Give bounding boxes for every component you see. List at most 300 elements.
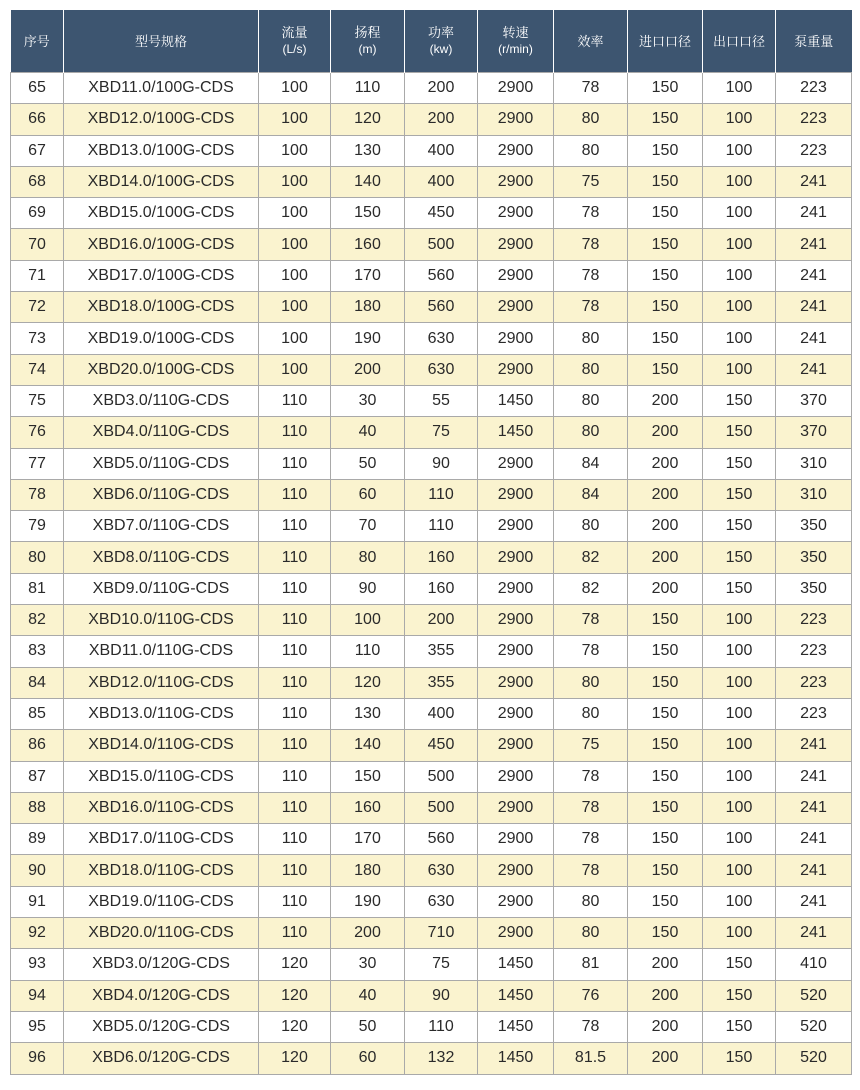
cell-efficiency: 80 (554, 385, 628, 416)
cell-speed: 2900 (478, 104, 554, 135)
cell-power: 560 (405, 260, 478, 291)
table-row (11, 980, 852, 1011)
cell-speed: 2900 (478, 166, 554, 197)
cell-inlet-diameter: 150 (628, 354, 703, 385)
cell-outlet-diameter: 100 (703, 855, 776, 886)
cell-power: 500 (405, 761, 478, 792)
cell-inlet-diameter: 150 (628, 605, 703, 636)
cell-pump-weight: 350 (776, 511, 852, 542)
cell-flow: 110 (259, 918, 331, 949)
cell-power: 75 (405, 417, 478, 448)
header-label: 功率 (427, 25, 454, 40)
cell-pump-weight: 520 (776, 1011, 852, 1042)
header-label: 序号 (23, 33, 50, 49)
cell-power: 450 (405, 198, 478, 229)
cell-flow: 100 (259, 73, 331, 104)
cell-power: 400 (405, 698, 478, 729)
cell-head: 150 (331, 198, 405, 229)
cell-flow: 120 (259, 1043, 331, 1074)
cell-efficiency: 78 (554, 605, 628, 636)
cell-head: 130 (331, 698, 405, 729)
cell-speed: 2900 (478, 542, 554, 573)
header-unit: (m) (358, 42, 377, 56)
cell-pump-weight: 223 (776, 667, 852, 698)
cell-power: 630 (405, 886, 478, 917)
cell-outlet-diameter: 150 (703, 417, 776, 448)
cell-head: 100 (331, 605, 405, 636)
cell-outlet-diameter: 150 (703, 511, 776, 542)
cell-pump-weight: 241 (776, 229, 852, 260)
cell-serial-no: 86 (11, 730, 64, 761)
cell-inlet-diameter: 150 (628, 323, 703, 354)
cell-serial-no: 77 (11, 448, 64, 479)
cell-serial-no: 72 (11, 292, 64, 323)
cell-speed: 2900 (478, 730, 554, 761)
cell-speed: 2900 (478, 573, 554, 604)
cell-inlet-diameter: 200 (628, 417, 703, 448)
header-label: 扬程 (354, 25, 381, 40)
table-row (11, 761, 852, 792)
cell-head: 50 (331, 1011, 405, 1042)
cell-power: 55 (405, 385, 478, 416)
cell-flow: 100 (259, 198, 331, 229)
cell-serial-no: 88 (11, 792, 64, 823)
cell-flow: 120 (259, 949, 331, 980)
cell-power: 355 (405, 636, 478, 667)
cell-power: 400 (405, 135, 478, 166)
cell-serial-no: 65 (11, 73, 64, 104)
cell-flow: 110 (259, 698, 331, 729)
cell-model: XBD12.0/100G-CDS (64, 104, 259, 135)
cell-efficiency: 75 (554, 730, 628, 761)
header-row (11, 10, 852, 73)
cell-outlet-diameter: 100 (703, 886, 776, 917)
cell-head: 140 (331, 730, 405, 761)
cell-pump-weight: 350 (776, 573, 852, 604)
cell-pump-weight: 241 (776, 824, 852, 855)
cell-speed: 2900 (478, 198, 554, 229)
cell-power: 90 (405, 448, 478, 479)
cell-pump-weight: 520 (776, 1043, 852, 1074)
cell-pump-weight: 370 (776, 385, 852, 416)
cell-efficiency: 78 (554, 636, 628, 667)
header-label: 型号规格 (134, 33, 187, 49)
cell-efficiency: 78 (554, 229, 628, 260)
header-label: 泵重量 (794, 33, 834, 49)
table-row (11, 542, 852, 573)
cell-model: XBD11.0/110G-CDS (64, 636, 259, 667)
cell-power: 500 (405, 229, 478, 260)
cell-power: 355 (405, 667, 478, 698)
cell-pump-weight: 241 (776, 292, 852, 323)
cell-outlet-diameter: 150 (703, 448, 776, 479)
cell-head: 180 (331, 855, 405, 886)
table-row (11, 886, 852, 917)
cell-model: XBD3.0/110G-CDS (64, 385, 259, 416)
cell-serial-no: 93 (11, 949, 64, 980)
cell-serial-no: 87 (11, 761, 64, 792)
cell-inlet-diameter: 150 (628, 229, 703, 260)
cell-serial-no: 90 (11, 855, 64, 886)
cell-pump-weight: 241 (776, 730, 852, 761)
cell-efficiency: 78 (554, 292, 628, 323)
cell-serial-no: 95 (11, 1011, 64, 1042)
cell-outlet-diameter: 150 (703, 573, 776, 604)
cell-power: 75 (405, 949, 478, 980)
cell-head: 70 (331, 511, 405, 542)
cell-serial-no: 67 (11, 135, 64, 166)
cell-outlet-diameter: 100 (703, 135, 776, 166)
cell-flow: 110 (259, 417, 331, 448)
cell-pump-weight: 370 (776, 417, 852, 448)
cell-serial-no: 82 (11, 605, 64, 636)
cell-serial-no: 69 (11, 198, 64, 229)
cell-speed: 2900 (478, 605, 554, 636)
cell-power: 200 (405, 73, 478, 104)
cell-outlet-diameter: 100 (703, 698, 776, 729)
cell-inlet-diameter: 150 (628, 104, 703, 135)
cell-efficiency: 82 (554, 542, 628, 573)
cell-power: 500 (405, 792, 478, 823)
cell-serial-no: 81 (11, 573, 64, 604)
cell-serial-no: 80 (11, 542, 64, 573)
cell-model: XBD14.0/110G-CDS (64, 730, 259, 761)
cell-efficiency: 80 (554, 135, 628, 166)
cell-flow: 100 (259, 292, 331, 323)
cell-serial-no: 75 (11, 385, 64, 416)
table-row (11, 698, 852, 729)
cell-pump-weight: 223 (776, 605, 852, 636)
cell-outlet-diameter: 100 (703, 166, 776, 197)
cell-head: 130 (331, 135, 405, 166)
cell-inlet-diameter: 150 (628, 292, 703, 323)
cell-inlet-diameter: 200 (628, 448, 703, 479)
cell-outlet-diameter: 150 (703, 542, 776, 573)
cell-speed: 2900 (478, 824, 554, 855)
table-row (11, 292, 852, 323)
cell-pump-weight: 223 (776, 135, 852, 166)
cell-outlet-diameter: 100 (703, 198, 776, 229)
cell-outlet-diameter: 150 (703, 479, 776, 510)
cell-head: 160 (331, 229, 405, 260)
cell-head: 60 (331, 479, 405, 510)
cell-power: 630 (405, 354, 478, 385)
cell-inlet-diameter: 200 (628, 479, 703, 510)
header-serial-no (11, 10, 64, 73)
cell-model: XBD14.0/100G-CDS (64, 166, 259, 197)
cell-power: 400 (405, 166, 478, 197)
cell-head: 190 (331, 886, 405, 917)
cell-outlet-diameter: 100 (703, 667, 776, 698)
header-unit: (kw) (429, 42, 453, 56)
cell-inlet-diameter: 200 (628, 949, 703, 980)
cell-pump-weight: 223 (776, 636, 852, 667)
cell-pump-weight: 310 (776, 479, 852, 510)
header-model (64, 10, 259, 73)
cell-flow: 110 (259, 667, 331, 698)
cell-flow: 120 (259, 1011, 331, 1042)
cell-head: 30 (331, 949, 405, 980)
cell-speed: 2900 (478, 354, 554, 385)
cell-speed: 2900 (478, 479, 554, 510)
cell-model: XBD12.0/110G-CDS (64, 667, 259, 698)
cell-model: XBD5.0/120G-CDS (64, 1011, 259, 1042)
cell-flow: 110 (259, 542, 331, 573)
cell-pump-weight: 241 (776, 918, 852, 949)
cell-efficiency: 75 (554, 166, 628, 197)
table-row (11, 792, 852, 823)
cell-efficiency: 80 (554, 698, 628, 729)
cell-inlet-diameter: 150 (628, 792, 703, 823)
cell-outlet-diameter: 100 (703, 229, 776, 260)
table-row (11, 605, 852, 636)
cell-inlet-diameter: 150 (628, 824, 703, 855)
cell-power: 110 (405, 1011, 478, 1042)
cell-head: 50 (331, 448, 405, 479)
cell-flow: 110 (259, 730, 331, 761)
cell-head: 80 (331, 542, 405, 573)
cell-model: XBD13.0/100G-CDS (64, 135, 259, 166)
cell-power: 710 (405, 918, 478, 949)
table-row (11, 448, 852, 479)
cell-serial-no: 71 (11, 260, 64, 291)
cell-head: 40 (331, 980, 405, 1011)
pump-spec-table-container (10, 10, 851, 1075)
cell-model: XBD18.0/110G-CDS (64, 855, 259, 886)
cell-head: 90 (331, 573, 405, 604)
cell-inlet-diameter: 150 (628, 667, 703, 698)
table-row (11, 1043, 852, 1074)
table-row (11, 166, 852, 197)
header-label: 出口口径 (712, 33, 765, 49)
table-header (11, 10, 852, 73)
cell-outlet-diameter: 100 (703, 792, 776, 823)
cell-efficiency: 80 (554, 918, 628, 949)
cell-inlet-diameter: 200 (628, 511, 703, 542)
header-inlet-diameter (628, 10, 703, 73)
cell-flow: 110 (259, 855, 331, 886)
cell-efficiency: 84 (554, 479, 628, 510)
cell-outlet-diameter: 100 (703, 73, 776, 104)
cell-speed: 2900 (478, 511, 554, 542)
cell-model: XBD3.0/120G-CDS (64, 949, 259, 980)
cell-pump-weight: 223 (776, 698, 852, 729)
cell-serial-no: 94 (11, 980, 64, 1011)
cell-speed: 2900 (478, 260, 554, 291)
cell-efficiency: 80 (554, 511, 628, 542)
cell-outlet-diameter: 100 (703, 824, 776, 855)
cell-power: 560 (405, 292, 478, 323)
cell-pump-weight: 241 (776, 792, 852, 823)
cell-serial-no: 66 (11, 104, 64, 135)
cell-head: 200 (331, 918, 405, 949)
cell-inlet-diameter: 150 (628, 636, 703, 667)
cell-power: 90 (405, 980, 478, 1011)
header-label: 转速 (502, 25, 529, 40)
cell-serial-no: 79 (11, 511, 64, 542)
table-row (11, 949, 852, 980)
cell-serial-no: 84 (11, 667, 64, 698)
cell-efficiency: 78 (554, 73, 628, 104)
cell-flow: 110 (259, 385, 331, 416)
table-row (11, 855, 852, 886)
table-row (11, 323, 852, 354)
table-row (11, 135, 852, 166)
table-body (11, 73, 852, 1075)
cell-efficiency: 81 (554, 949, 628, 980)
cell-flow: 100 (259, 323, 331, 354)
pump-spec-table (10, 10, 852, 1075)
cell-model: XBD4.0/120G-CDS (64, 980, 259, 1011)
cell-power: 560 (405, 824, 478, 855)
cell-inlet-diameter: 200 (628, 1043, 703, 1074)
cell-inlet-diameter: 200 (628, 980, 703, 1011)
cell-efficiency: 76 (554, 980, 628, 1011)
cell-power: 200 (405, 605, 478, 636)
cell-serial-no: 76 (11, 417, 64, 448)
cell-head: 180 (331, 292, 405, 323)
header-efficiency (554, 10, 628, 73)
cell-speed: 1450 (478, 385, 554, 416)
cell-serial-no: 89 (11, 824, 64, 855)
cell-serial-no: 73 (11, 323, 64, 354)
cell-inlet-diameter: 200 (628, 1011, 703, 1042)
cell-head: 30 (331, 385, 405, 416)
cell-serial-no: 92 (11, 918, 64, 949)
cell-outlet-diameter: 100 (703, 260, 776, 291)
cell-power: 160 (405, 573, 478, 604)
cell-pump-weight: 310 (776, 448, 852, 479)
cell-efficiency: 78 (554, 1011, 628, 1042)
table-row (11, 385, 852, 416)
cell-outlet-diameter: 100 (703, 730, 776, 761)
cell-head: 200 (331, 354, 405, 385)
cell-inlet-diameter: 150 (628, 135, 703, 166)
cell-pump-weight: 350 (776, 542, 852, 573)
header-outlet-diameter (703, 10, 776, 73)
cell-model: XBD16.0/100G-CDS (64, 229, 259, 260)
cell-serial-no: 70 (11, 229, 64, 260)
cell-speed: 2900 (478, 918, 554, 949)
cell-head: 170 (331, 260, 405, 291)
cell-model: XBD15.0/110G-CDS (64, 761, 259, 792)
cell-power: 630 (405, 855, 478, 886)
cell-speed: 2900 (478, 636, 554, 667)
table-row (11, 918, 852, 949)
cell-inlet-diameter: 150 (628, 855, 703, 886)
cell-efficiency: 80 (554, 886, 628, 917)
cell-head: 120 (331, 104, 405, 135)
cell-head: 170 (331, 824, 405, 855)
cell-outlet-diameter: 100 (703, 323, 776, 354)
cell-head: 160 (331, 792, 405, 823)
cell-efficiency: 78 (554, 761, 628, 792)
cell-outlet-diameter: 150 (703, 1011, 776, 1042)
table-row (11, 417, 852, 448)
table-row (11, 229, 852, 260)
table-row (11, 73, 852, 104)
cell-model: XBD15.0/100G-CDS (64, 198, 259, 229)
cell-head: 190 (331, 323, 405, 354)
cell-efficiency: 84 (554, 448, 628, 479)
cell-outlet-diameter: 100 (703, 605, 776, 636)
cell-power: 110 (405, 511, 478, 542)
cell-power: 132 (405, 1043, 478, 1074)
header-flow (259, 10, 331, 73)
cell-head: 140 (331, 166, 405, 197)
cell-model: XBD9.0/110G-CDS (64, 573, 259, 604)
cell-head: 60 (331, 1043, 405, 1074)
header-pump-weight (776, 10, 852, 73)
cell-power: 110 (405, 479, 478, 510)
cell-model: XBD17.0/100G-CDS (64, 260, 259, 291)
cell-model: XBD6.0/110G-CDS (64, 479, 259, 510)
cell-speed: 2900 (478, 448, 554, 479)
cell-speed: 2900 (478, 667, 554, 698)
cell-speed: 2900 (478, 229, 554, 260)
cell-efficiency: 80 (554, 667, 628, 698)
cell-flow: 100 (259, 104, 331, 135)
cell-head: 110 (331, 636, 405, 667)
table-row (11, 730, 852, 761)
cell-pump-weight: 241 (776, 260, 852, 291)
cell-speed: 1450 (478, 1043, 554, 1074)
cell-head: 150 (331, 761, 405, 792)
cell-serial-no: 78 (11, 479, 64, 510)
cell-serial-no: 91 (11, 886, 64, 917)
cell-pump-weight: 223 (776, 104, 852, 135)
cell-model: XBD20.0/110G-CDS (64, 918, 259, 949)
cell-inlet-diameter: 200 (628, 573, 703, 604)
cell-efficiency: 80 (554, 104, 628, 135)
cell-pump-weight: 241 (776, 323, 852, 354)
cell-pump-weight: 241 (776, 855, 852, 886)
cell-outlet-diameter: 100 (703, 918, 776, 949)
cell-speed: 1450 (478, 417, 554, 448)
cell-serial-no: 74 (11, 354, 64, 385)
cell-model: XBD19.0/110G-CDS (64, 886, 259, 917)
cell-flow: 120 (259, 980, 331, 1011)
cell-flow: 110 (259, 448, 331, 479)
cell-inlet-diameter: 150 (628, 730, 703, 761)
cell-flow: 110 (259, 824, 331, 855)
cell-power: 450 (405, 730, 478, 761)
cell-model: XBD17.0/110G-CDS (64, 824, 259, 855)
cell-speed: 2900 (478, 855, 554, 886)
cell-outlet-diameter: 100 (703, 104, 776, 135)
cell-outlet-diameter: 150 (703, 949, 776, 980)
cell-speed: 2900 (478, 886, 554, 917)
header-power (405, 10, 478, 73)
cell-pump-weight: 223 (776, 73, 852, 104)
table-row (11, 354, 852, 385)
cell-speed: 2900 (478, 73, 554, 104)
cell-inlet-diameter: 150 (628, 73, 703, 104)
cell-efficiency: 80 (554, 417, 628, 448)
cell-model: XBD6.0/120G-CDS (64, 1043, 259, 1074)
cell-serial-no: 68 (11, 166, 64, 197)
cell-efficiency: 81.5 (554, 1043, 628, 1074)
table-row (11, 573, 852, 604)
cell-model: XBD20.0/100G-CDS (64, 354, 259, 385)
cell-outlet-diameter: 150 (703, 980, 776, 1011)
cell-model: XBD19.0/100G-CDS (64, 323, 259, 354)
cell-inlet-diameter: 150 (628, 918, 703, 949)
table-row (11, 667, 852, 698)
cell-model: XBD16.0/110G-CDS (64, 792, 259, 823)
table-row (11, 511, 852, 542)
cell-outlet-diameter: 100 (703, 761, 776, 792)
